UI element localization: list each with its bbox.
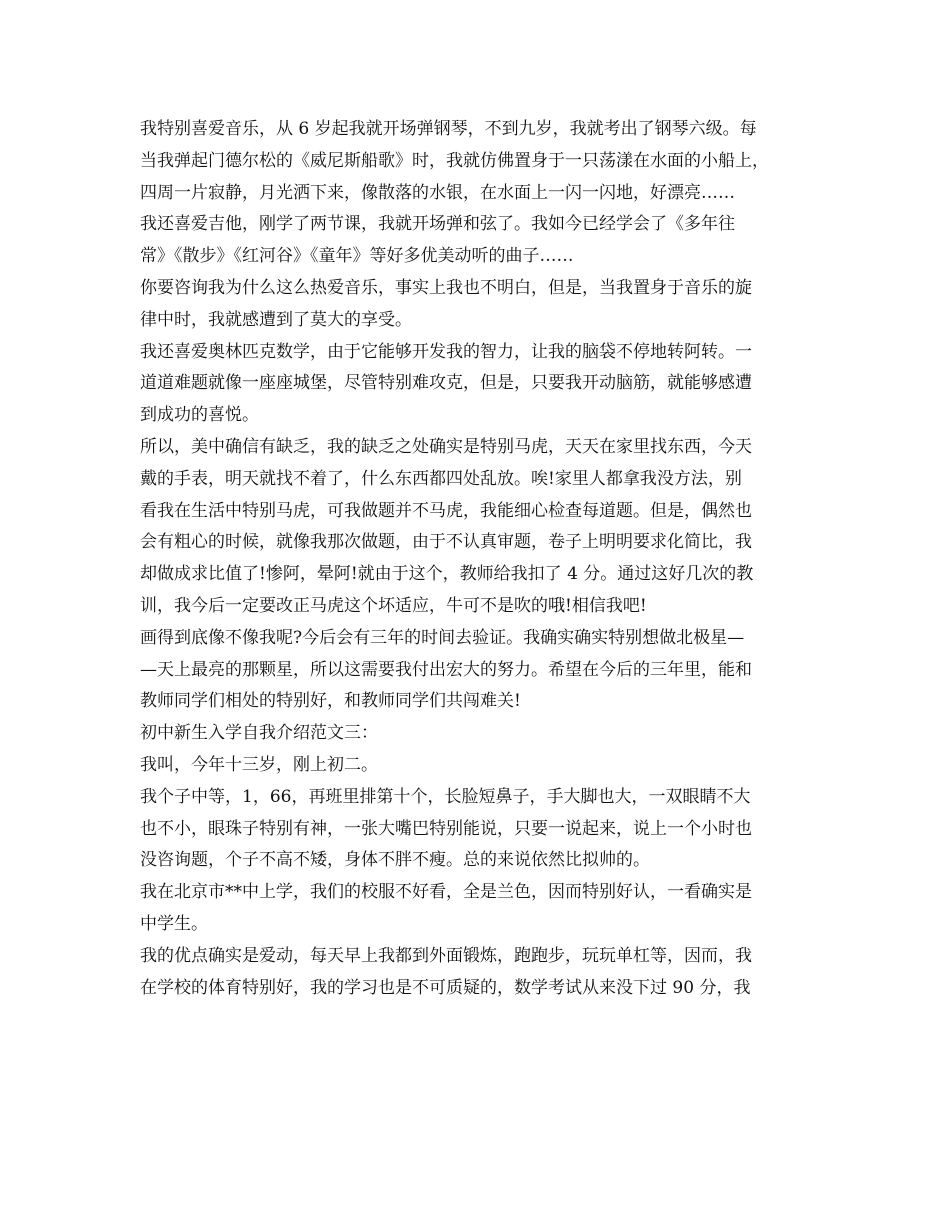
text-line: 律中时，我就感遭到了莫大的享受。 [140,309,412,330]
text-line: 我叫，今年十三岁，刚上初二。 [140,754,378,775]
text-line: 当我弹起门德尔松的《威尼斯船歌》时，我就仿佛置身于一只荡漾在水面的小船上， [140,150,769,171]
text-line: 戴的手表，明天就找不着了，什么东西都四处乱放。唉!家里人都拿我没方法，别 [140,468,742,489]
text-line: 在学校的体育特别好，我的学习也是不可质疑的，数学考试从来没下过 90 分，我 [140,977,751,998]
text-line: 看我在生活中特别马虎，可我做题并不马虎，我能细心检查每道题。但是，偶然也 [140,500,752,521]
text-line: 会有粗心的时候，就像我那次做题，由于不认真审题，卷子上明明要求化简比，我 [140,532,752,553]
text-line: 却做成求比值了!惨阿，晕阿!就由于这个，教师给我扣了 4 分。通过这好几次的教 [140,564,754,585]
text-line: 画得到底像不像我呢?今后会有三年的时间去验证。我确实确实特别想做北极星— [140,627,745,648]
text-line: 也不小，眼珠子特别有神，一张大嘴巴特别能说，只要一说起来，说上一个小时也 [140,818,752,839]
text-line: 我的优点确实是爱动，每天早上我都到外面锻炼，跑跑步，玩玩单杠等，因而，我 [140,945,752,966]
text-line: 所以，美中确信有缺乏，我的缺乏之处确实是特别马虎，天天在家里找东西，今天 [140,436,752,457]
text-line: 你要咨询我为什么这么热爱音乐，事实上我也不明白，但是，当我置身于音乐的旋 [140,277,752,298]
text-line: 我还喜爱吉他，刚学了两节课，我就开场弹和弦了。我如今已经学会了《多年往 [140,214,735,235]
text-line: 我特别喜爱音乐，从 6 岁起我就开场弹钢琴，不到九岁，我就考出了钢琴六级。每 [140,119,757,139]
text-line: —天上最亮的那颗星，所以这需要我付出宏大的努力。希望在今后的三年里，能和 [140,659,752,680]
text-line: 我还喜爱奥林匹克数学，由于它能够开发我的智力，让我的脑袋不停地转阿转。一 [140,341,752,362]
text-line: 教师同学们相处的特别好，和教师同学们共闯难关! [140,691,521,712]
text-line: 训，我今后一定要改正马虎这个坏适应，牛可不是吹的哦!相信我吧! [140,595,647,616]
body-text [140,114,812,1004]
text-line: 中学生。 [140,913,208,934]
text-line: 道道难题就像一座座城堡，尽管特别难攻克，但是，只要我开动脑筋，就能够感遭 [140,373,752,394]
text-line: 没咨询题，个子不高不矮，身体不胖不瘦。总的来说依然比拟帅的。 [140,850,650,871]
text-line: 我在北京市**中上学，我们的校服不好看，全是兰色，因而特别好认，一看确实是 [140,882,752,903]
text-line: 我个子中等，1，66，再班里排第十个，长脸短鼻子，手大脚也大，一双眼睛不大 [140,786,751,807]
text-line: 四周一片寂静，月光洒下来，像散落的水银，在水面上一闪一闪地，好漂亮…… [140,182,735,203]
text-line: 常》《散步》《红河谷》《童年》等好多优美动听的曲子…… [140,246,574,267]
text-line: 到成功的喜悦。 [140,405,259,426]
section-heading: 初中新生入学自我介绍范文三： [140,723,378,744]
